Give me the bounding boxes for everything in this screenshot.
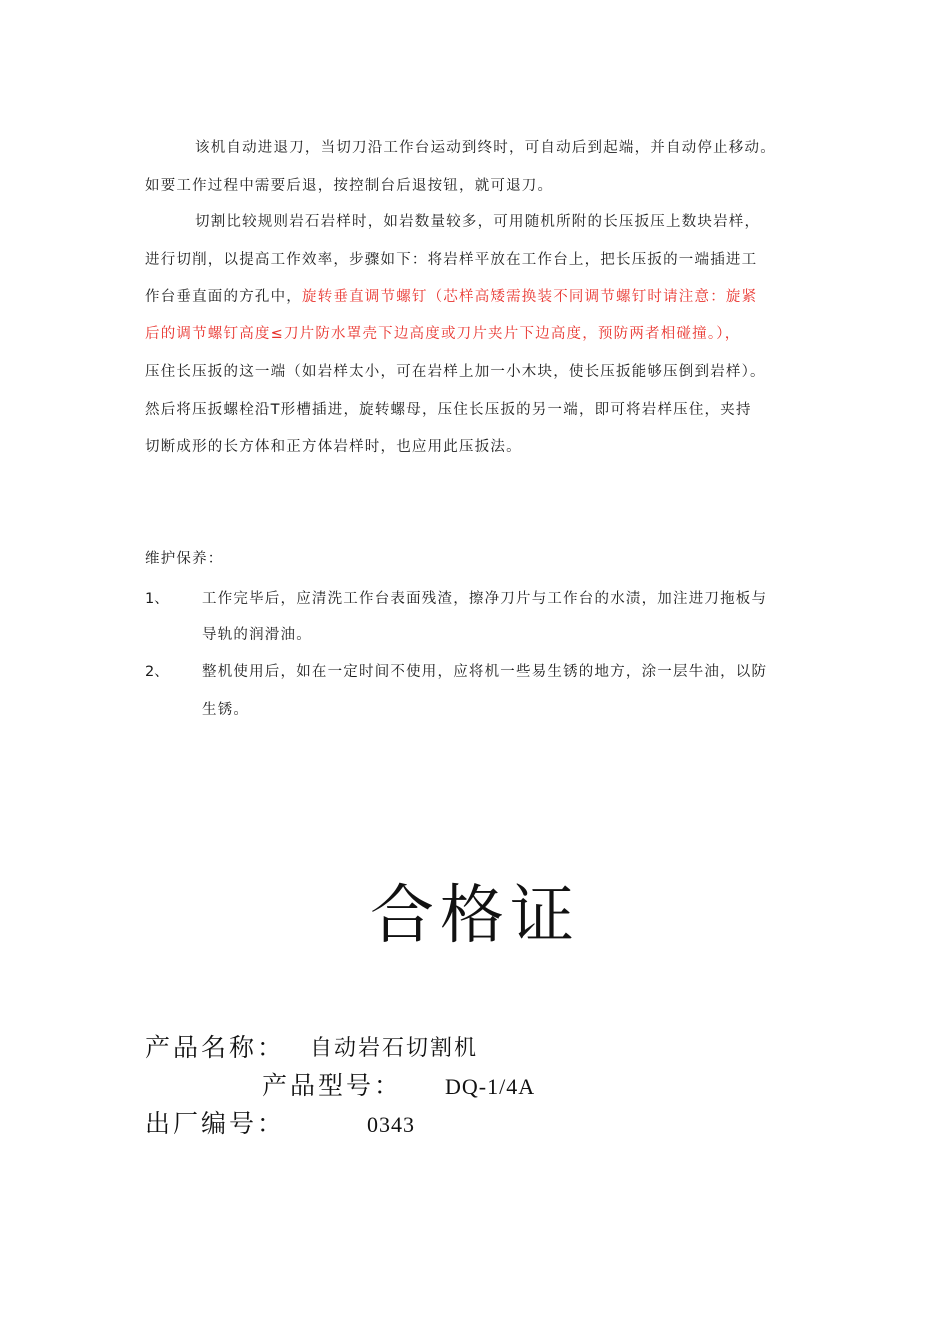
serial-number-value: 0343 <box>367 1112 415 1137</box>
maintenance-item-2-number: 2、 <box>145 664 169 680</box>
product-model-value: DQ-1/4A <box>445 1074 536 1099</box>
certificate-title: 合格证 <box>370 879 580 953</box>
operation-p2-line7: 切断成形的长方体和正方体岩样时，也应用此压扳法。 <box>145 439 522 455</box>
product-name-value: 自动岩石切割机 <box>310 1036 479 1061</box>
maintenance-item-2-line1: 整机使用后，如在一定时间不使用，应将机一些易生锈的地方，涂一层牛油，以防 <box>202 664 768 680</box>
operation-p1-line1: 该机自动进退刀，当切刀沿工作台运动到终时，可自动后到起端，并自动停止移动。 <box>195 140 776 156</box>
maintenance-item-1-line1: 工作完毕后，应清洗工作台表面残渣，擦净刀片与工作台的水渍，加注进刀拖板与 <box>202 591 768 607</box>
operation-p2-line1: 切割比较规则岩石岩样时，如岩数量较多，可用随机所附的长压扳压上数块岩样， <box>195 214 761 230</box>
operation-p2-line3-highlight: 旋转垂直调节螺钉（芯样高矮需换装不同调节螺钉时请注意：旋紧 <box>302 289 758 305</box>
maintenance-heading: 维护保养： <box>145 551 224 567</box>
serial-number-label: 出厂编号： <box>145 1109 286 1138</box>
operation-p2-line3 <box>145 287 757 307</box>
product-name-label: 产品名称： <box>145 1033 286 1062</box>
maintenance-item-1-line2: 导轨的润滑油。 <box>202 627 312 643</box>
operation-p1-line2: 如要工作过程中需要后退，按控制台后退按钮，就可退刀。 <box>145 178 554 194</box>
product-model-label: 产品型号： <box>262 1071 403 1100</box>
maintenance-item-1-number: 1、 <box>145 591 169 607</box>
operation-p2-line2: 进行切削，以提高工作效率，步骤如下：将岩样平放在工作台上，把长压扳的一端插进工 <box>145 252 758 268</box>
operation-p2-line6: 然后将压扳螺栓沿T形槽插进，旋转螺母，压住长压扳的另一端，即可将岩样压住，夹持 <box>145 402 752 418</box>
operation-p2-line3-text: 作台垂直面的方孔中， <box>145 289 302 305</box>
operation-p2-line4-highlight: 后的调节螺钉高度≤刀片防水罩壳下边高度或刀片夹片下边高度，预防两者相碰撞。）， <box>145 326 741 342</box>
operation-p2-line5: 压住长压扳的这一端（如岩样太小，可在岩样上加一小木块，使长压扳能够压倒到岩样）。 <box>145 364 766 380</box>
maintenance-item-2-line2: 生锈。 <box>202 702 250 718</box>
